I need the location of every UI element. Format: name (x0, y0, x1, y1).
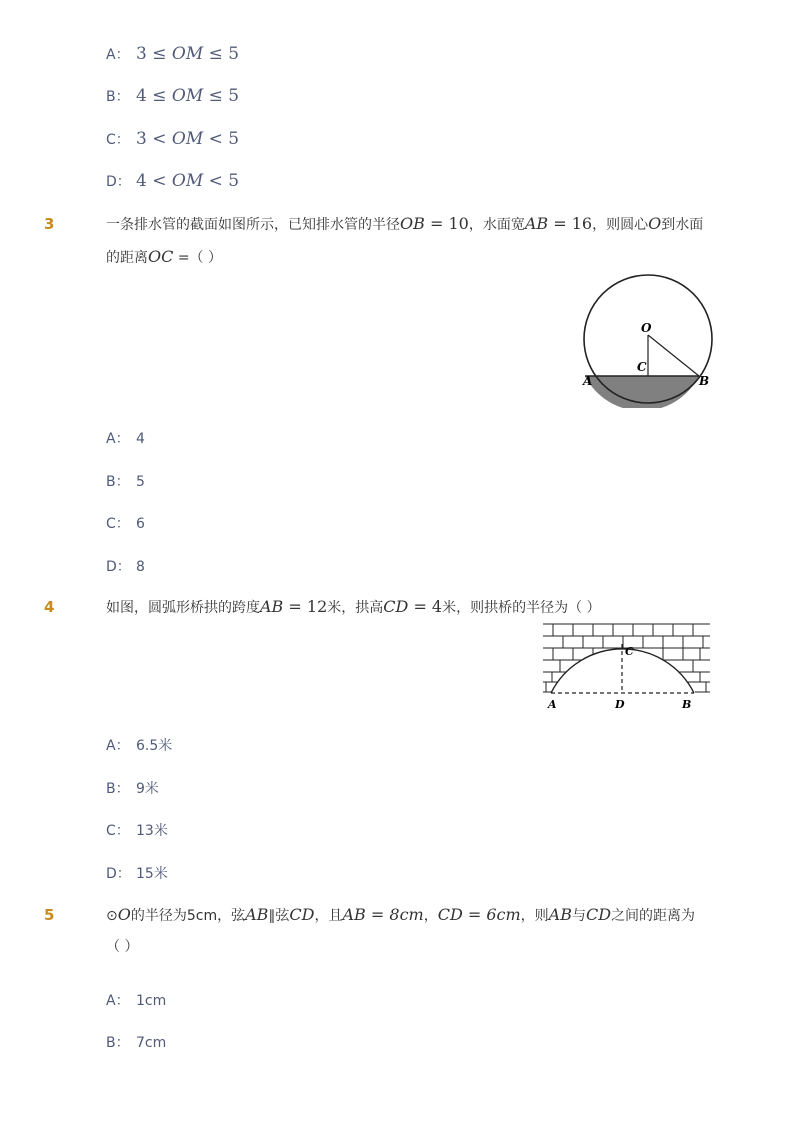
label-b: B (682, 698, 692, 711)
question-4-text: 如图，圆弧形桥拱的跨度AB = 12米，拱高CD = 4米，则拱桥的半径为（ ） (106, 597, 601, 616)
q4-option-d[interactable]: D： 15米 (106, 866, 168, 882)
q3-option-c[interactable]: C： 6 (106, 516, 145, 532)
question-number-3: 3 (44, 215, 55, 233)
question-5-line-2: （ ） (106, 939, 139, 955)
q4-option-b[interactable]: B： 9米 (106, 781, 159, 797)
label-c: C (637, 360, 647, 374)
label-a: A (548, 698, 557, 711)
question-5-line-1: ⊙O的半径为5cm，弦AB∥弦CD，且AB = 8cm，CD = 6cm，则AB与CD之间的距离为 (106, 905, 696, 924)
label-o: O (641, 321, 652, 335)
q3-option-d[interactable]: D： 8 (106, 559, 145, 575)
label-b: B (699, 374, 710, 388)
question-number-4: 4 (44, 598, 55, 616)
q2-option-d[interactable]: D： 4 < OM < 5 (106, 171, 240, 191)
question-3-line-2: 的距离OC =（ ） (106, 247, 222, 266)
label-c: C (625, 645, 634, 658)
q3-option-a[interactable]: A： 4 (106, 431, 145, 447)
question-3-line-1: 一条排水管的截面如图所示，已知排水管的半径OB = 10，水面宽AB = 16，则圆心O到水面 (106, 214, 704, 233)
q2-option-c[interactable]: C： 3 < OM < 5 (106, 129, 240, 149)
q5-option-a[interactable]: A： 1cm (106, 993, 167, 1009)
q4-option-c[interactable]: C： 13米 (106, 823, 168, 839)
drain-pipe-figure (575, 268, 725, 408)
q2-option-b[interactable]: B： 4 ≤ OM ≤ 5 (106, 86, 240, 106)
q2-option-a[interactable]: A： 3 ≤ OM ≤ 5 (106, 44, 240, 64)
bridge-arch-figure (538, 620, 718, 715)
q5-option-b[interactable]: B： 7cm (106, 1035, 167, 1051)
q4-option-a[interactable]: A： 6.5米 (106, 738, 173, 754)
label-d: D (615, 698, 625, 711)
segment-ob (648, 335, 699, 376)
q3-option-b[interactable]: B： 5 (106, 474, 145, 490)
label-a: A (583, 374, 593, 388)
question-number-5: 5 (44, 906, 55, 924)
